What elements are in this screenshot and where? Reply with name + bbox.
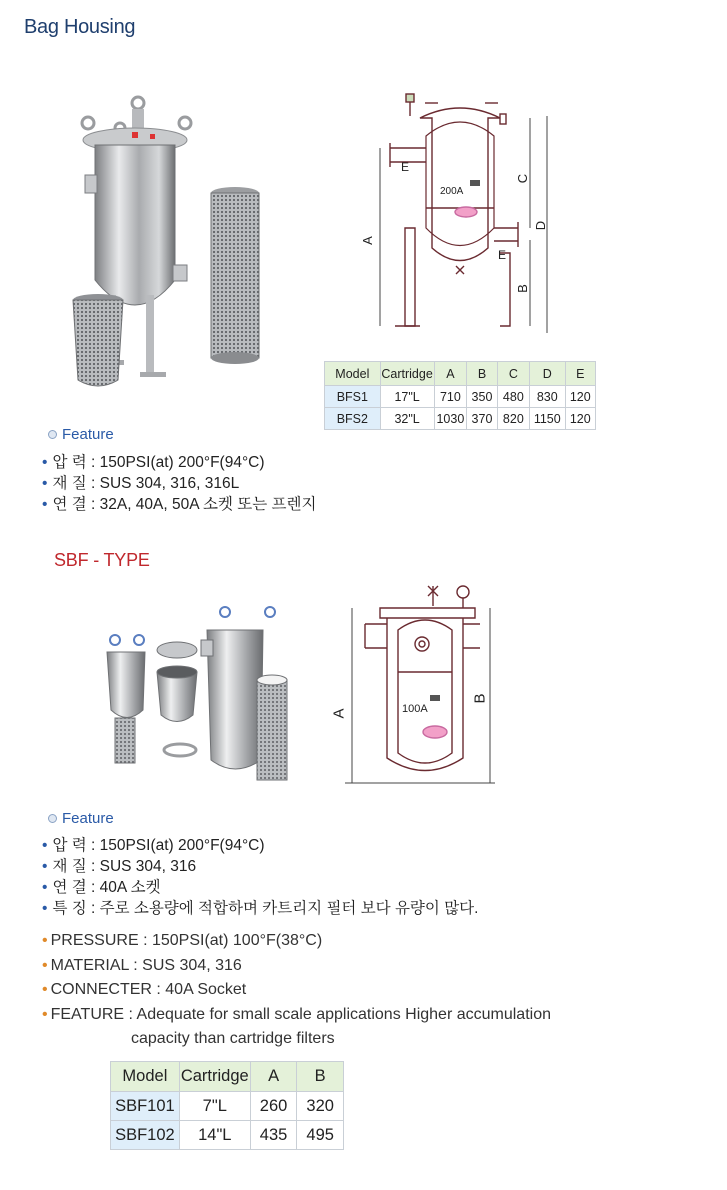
- list-item: [42, 452, 316, 473]
- list-item: [42, 898, 478, 919]
- table-header-row: [111, 1062, 344, 1092]
- table-cell: BFS1: [325, 386, 381, 408]
- sbf-housing-drawing: [330, 578, 510, 788]
- feature-list-1: [42, 452, 316, 515]
- list-item-text: FEATURE : Adequate for small scale applications Higher accumulation: [50, 1005, 551, 1023]
- list-item: [42, 473, 316, 494]
- list-item-text: 압 력 : 150PSI(at) 200°F(94°C): [52, 454, 265, 471]
- bullet-dot-icon: •: [42, 858, 48, 875]
- dim-a-label: A: [330, 708, 348, 719]
- table-cell: 710: [434, 386, 467, 408]
- table-row: [111, 1121, 344, 1150]
- feature-list-2: [42, 835, 478, 919]
- list-item-text: 압 력 : 150PSI(at) 200°F(94°C): [52, 837, 265, 854]
- bullet-dot-icon: •: [42, 981, 48, 998]
- table-cell: 32"L: [380, 408, 434, 430]
- table-cell: 1030: [434, 408, 467, 430]
- table-header: B: [297, 1062, 344, 1092]
- list-item: [42, 877, 478, 898]
- table-header: D: [530, 362, 566, 386]
- dim-c-label: C: [515, 173, 531, 184]
- table-cell: 260: [250, 1092, 297, 1121]
- bullet-dot-icon: •: [42, 1005, 48, 1023]
- table-header: B: [467, 362, 497, 386]
- feature-list-english: [42, 929, 551, 1052]
- feature-heading: [48, 810, 114, 827]
- bullet-dot-icon: •: [42, 454, 48, 471]
- bullet-dot-icon: •: [42, 932, 48, 949]
- list-item-text: CONNECTER : 40A Socket: [50, 981, 247, 998]
- bag-housing-photo: [60, 90, 315, 400]
- bullet-dot-icon: •: [42, 879, 48, 896]
- table-cell: BFS2: [325, 408, 381, 430]
- table-cell: 17"L: [380, 386, 434, 408]
- table-header: Model: [111, 1062, 180, 1092]
- bag-housing-drawing: [360, 88, 560, 338]
- feature-heading-text: Feature: [62, 810, 114, 827]
- list-item: [42, 856, 478, 877]
- list-item-text: 연 결 : 32A, 40A, 50A 소켓 또는 프렌지: [52, 496, 317, 513]
- list-item-text: MATERIAL : SUS 304, 316: [50, 956, 242, 974]
- table-header: Cartridge: [179, 1062, 250, 1092]
- table-cell: 120: [565, 408, 595, 430]
- dim-d-label: D: [533, 220, 549, 231]
- table-cell: SBF101: [111, 1092, 180, 1121]
- feature-heading-text: Feature: [62, 426, 114, 443]
- table-header: C: [497, 362, 529, 386]
- size-label: 100A: [402, 703, 428, 715]
- table-cell: 14"L: [179, 1121, 250, 1150]
- spec-table-sbf: [110, 1061, 344, 1150]
- list-item-text: 재 질 : SUS 304, 316: [52, 858, 197, 875]
- bullet-dot-icon: •: [42, 496, 48, 513]
- table-cell: 1150: [530, 408, 566, 430]
- list-item-text: PRESSURE : 150PSI(at) 100°F(38°C): [50, 932, 323, 949]
- bullet-circle-icon: [48, 814, 57, 823]
- table-header: A: [434, 362, 467, 386]
- table-header: A: [250, 1062, 297, 1092]
- table-cell: 830: [530, 386, 566, 408]
- table-cell: 820: [497, 408, 529, 430]
- list-item-text: 특 징 : 주로 소용량에 적합하며 카트리지 필터 보다 유량이 많다.: [52, 900, 479, 917]
- table-row: [111, 1092, 344, 1121]
- table-header: E: [565, 362, 595, 386]
- list-item: [42, 978, 551, 1003]
- table-header-row: [325, 362, 596, 386]
- table-cell: 7"L: [179, 1092, 250, 1121]
- list-item-continuation: capacity than cartridge filters: [131, 1030, 335, 1047]
- table-row: [325, 408, 596, 430]
- list-item: [42, 954, 551, 979]
- list-item-text: 연 결 : 40A 소켓: [52, 879, 161, 896]
- list-item: [42, 929, 551, 954]
- list-item-text: 재 질 : SUS 304, 316, 316L: [52, 475, 240, 492]
- bullet-dot-icon: •: [42, 837, 48, 854]
- page-title: Bag Housing: [24, 16, 136, 38]
- dim-a-label: A: [359, 236, 375, 245]
- list-item: [42, 835, 478, 856]
- bullet-dot-icon: •: [42, 475, 48, 492]
- section-title-sbf: SBF - TYPE: [54, 550, 150, 570]
- table-cell: 435: [250, 1121, 297, 1150]
- list-item: [42, 1003, 551, 1028]
- bullet-dot-icon: •: [42, 956, 48, 974]
- table-cell: 320: [297, 1092, 344, 1121]
- table-header: Model: [325, 362, 381, 386]
- list-item: [42, 494, 316, 515]
- bullet-circle-icon: [48, 430, 57, 439]
- spec-table-bfs: [324, 361, 596, 430]
- dim-e-label-top: E: [401, 160, 410, 174]
- sbf-housing-photo: [95, 600, 295, 790]
- bullet-dot-icon: •: [42, 900, 48, 917]
- feature-heading: [48, 426, 114, 443]
- table-header: Cartridge: [380, 362, 434, 386]
- dim-b-label: B: [471, 693, 489, 704]
- table-cell: 370: [467, 408, 497, 430]
- size-label: 200A: [440, 186, 464, 197]
- table-row: [325, 386, 596, 408]
- table-cell: 480: [497, 386, 529, 408]
- table-cell: 120: [565, 386, 595, 408]
- table-cell: 495: [297, 1121, 344, 1150]
- table-cell: 350: [467, 386, 497, 408]
- table-cell: SBF102: [111, 1121, 180, 1150]
- dim-b-label: B: [514, 284, 530, 293]
- dim-e-label-bottom: E: [498, 248, 507, 262]
